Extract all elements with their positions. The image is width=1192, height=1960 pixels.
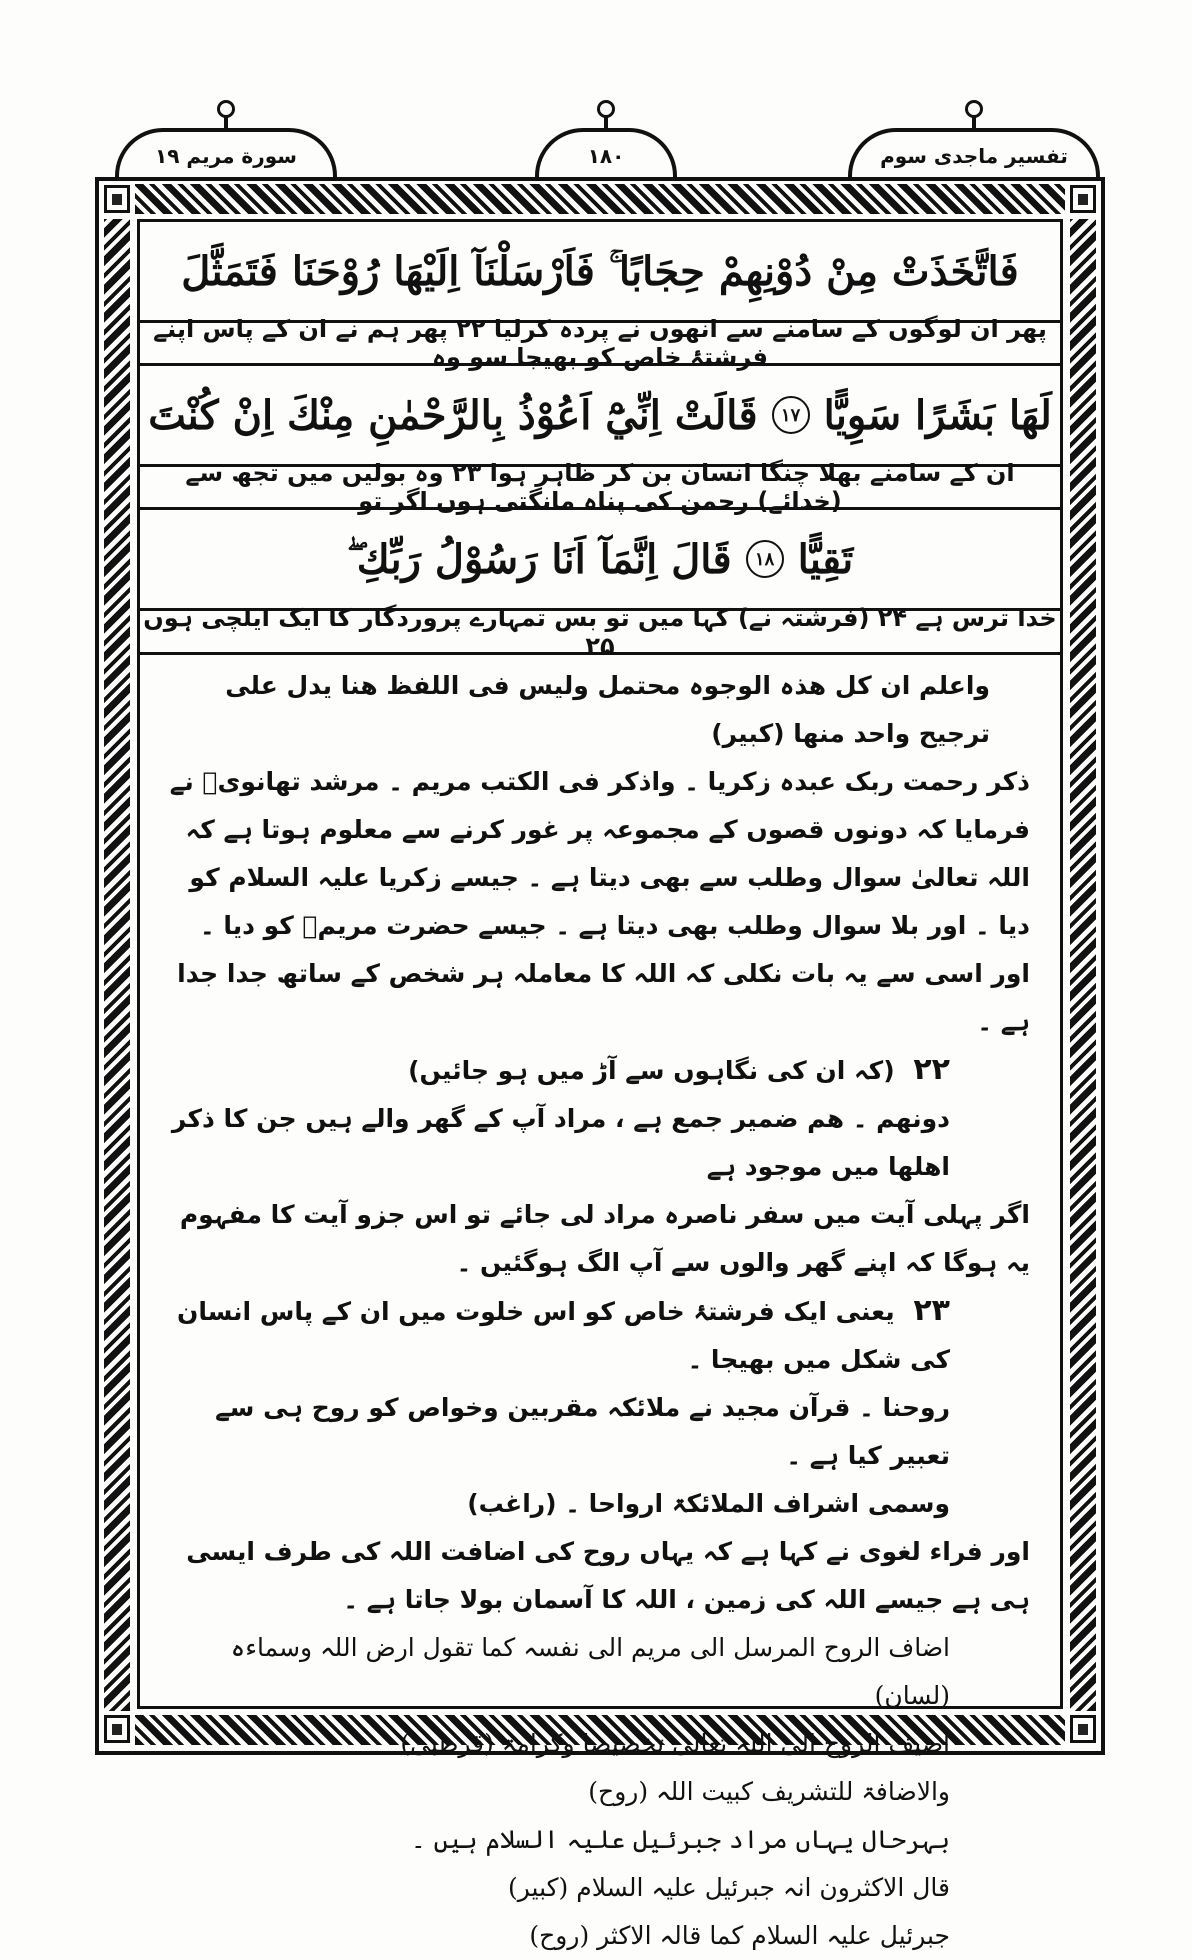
braid-border-left xyxy=(104,219,130,1711)
corner-ornament-icon xyxy=(1070,1715,1096,1743)
verse-section xyxy=(140,222,1060,660)
commentary-quote: اضاف الروح المرسل الی مریم الی نفسہ کما تقول ارض اللہ وسماءہ (لسان) xyxy=(230,1633,950,1710)
verse-arabic-line xyxy=(140,510,1060,608)
corner-ornament-icon xyxy=(104,1715,130,1743)
content-area xyxy=(137,219,1063,1950)
corner-ornament-icon xyxy=(104,185,130,213)
verse-text: لَهَا بَشَرًا سَوِيًّا xyxy=(823,391,1052,439)
commentary-quote: قال الاکثرون انہ جبرئیل علیہ السلام (کبیر) xyxy=(507,1873,950,1902)
commentary-paragraph: اگر پہلی آیت میں سفر ناصرہ مراد لی جائے تو اس جزو آیت کا مفہوم یہ ہوگا کہ اپنے گھر والوں سے آپ الگ ہوگئیں ۔ xyxy=(179,1200,1030,1277)
footnote-23 xyxy=(162,1287,1030,1384)
braid-border-top xyxy=(135,184,1065,214)
footnote-number: ۲۳ xyxy=(913,1293,950,1328)
corner-ornament-icon xyxy=(1070,185,1096,213)
verse-arabic-line xyxy=(140,366,1060,464)
verse-translation-line: پھر ان لوگوں کے سامنے سے انھوں نے پردہ کرلیا ۲۲ پھر ہم نے ان کے پاس اپنے فرشتۂ خاص کو بھیجا سو وہ xyxy=(140,320,1060,366)
commentary-quote: جبرئیل علیہ السلام کما قالہ الاکثر (روح) xyxy=(529,1921,950,1950)
ayah-number-marker: ١٧ xyxy=(772,396,810,434)
footnote-text: یعنی ایک فرشتۂ خاص کو اس خلوت میں ان کے پاس انسان کی شکل میں بھیجا ۔ xyxy=(177,1297,950,1374)
ayah-number-marker: ١٨ xyxy=(746,540,784,578)
commentary-paragraph: روحنا ۔ قرآن مجید نے ملائکہ مقربین وخواص کو روح ہی سے تعبیر کیا ہے ۔ xyxy=(215,1393,950,1470)
commentary-paragraph: واعلم ان کل ھذہ الوجوہ محتمل ولیس فی اللفظ ھنا یدل علی ترجیح واحد منھا (کبیر) xyxy=(225,671,990,748)
page-header xyxy=(95,100,1105,180)
commentary-paragraph: دونھم ۔ ھم ضمیر جمع ہے ، مراد آپ کے گھر والے ہیں جن کا ذکر اھلھا میں موجود ہے xyxy=(171,1104,950,1181)
braid-border-right xyxy=(1070,219,1096,1711)
footnote-22 xyxy=(162,1046,1030,1095)
footnote-number: ۲۲ xyxy=(913,1052,950,1087)
verse-text: قَالَ اِنَّمَآ اَنَا رَسُوْلُ رَبِّكِ ۖ xyxy=(346,535,732,583)
commentary-quote: بہرحال یہاں مراد جبرئیل علیہ السلام ہیں ۔ xyxy=(410,1825,950,1854)
page-border-frame xyxy=(95,177,1105,1950)
commentary-paragraph: ذکر رحمت ربک عبدہ زکریا ۔ واذکر فی الکتب مریم ۔ مرشد تھانویؒ نے فرمایا کہ دونوں قصوں کے مجموعہ پر غور کرنے سے معلوم ہوتا ہے کہ اللہ تعالیٰ سوال وطلب سے بھی دیتا ہے ۔ جیسے زکریا علیہ السلام کو دیا ۔ اور بلا سوال وطلب بھی دیتا ہے ۔ جیسے حضرت مریمؑ کو دیا ۔ اور اسی سے یہ بات نکلی کہ اللہ کا معاملہ ہر شخص کے ساتھ جدا جدا ہے ۔ xyxy=(169,767,1030,1036)
verse-translation-line: ان کے سامنے بھلا چنگا انسان بن کر ظاہر ہوا ۲۳ وہ بولیں میں تجھ سے (خدائے) رحمن کی پناہ مانگتی ہوں اگر تو xyxy=(140,464,1060,510)
page-number: ١٨٠ xyxy=(535,128,677,180)
verse-arabic-line: فَاتَّخَذَتْ مِنْ دُوْنِهِمْ حِجَابًا ۚ فَاَرْسَلْنَآ اِلَيْهَا رُوْحَنَا فَتَمَثَّلَ xyxy=(181,247,1019,295)
footnote-text: (کہ ان کی نگاہوں سے آڑ میں ہو جائیں) xyxy=(408,1056,895,1085)
surah-label: سورة مريم ١٩ xyxy=(115,128,337,180)
verse-text: قَالَتْ اِنِّيْٓ اَعُوْذُ بِالرَّحْمٰنِ مِنْكَ اِنْ كُنْتَ xyxy=(148,391,758,439)
commentary-quote: وسمی اشراف الملائکۃ ارواحا ۔ (راغب) xyxy=(467,1489,950,1518)
commentary-section xyxy=(140,662,1060,1960)
book-title: تفسیر ماجدی سوم xyxy=(848,128,1100,180)
verse-translation-line: خدا ترس ہے ۲۴ (فرشتہ نے) کہا میں تو بس تمہارے پروردگار کا ایک ایلچی ہوں ۲۵ xyxy=(140,608,1060,652)
commentary-quote: والاضافۃ للتشریف کبیت اللہ (روح) xyxy=(588,1777,950,1806)
commentary-paragraph: اور فراء لغوی نے کہا ہے کہ یہاں روح کی اضافت اللہ کی طرف ایسی ہی ہے جیسے اللہ کی زمین ، اللہ کا آسمان بولا جاتا ہے ۔ xyxy=(186,1537,1030,1614)
commentary-quote: اضیف الروح الی اللہ تعالی تخصیصا وکرامۃ (قرطبی) xyxy=(400,1729,950,1758)
verse-text: تَقِيًّا xyxy=(797,535,854,583)
